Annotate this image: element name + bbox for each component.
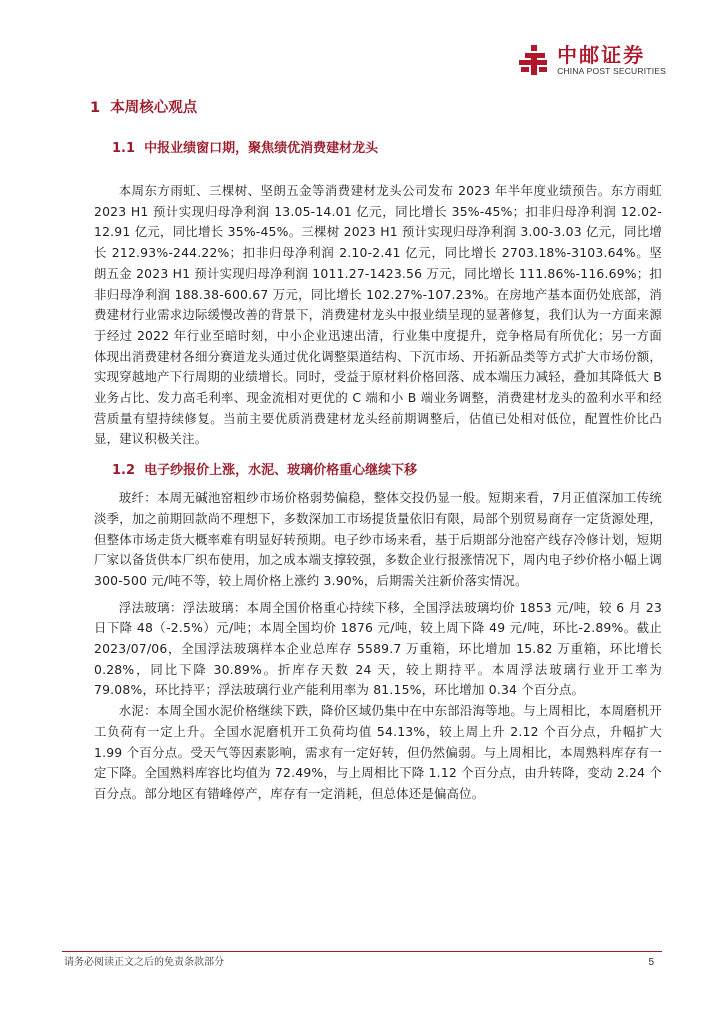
subsection-title: 电子纱报价上涨，水泥、玻璃价格重心继续下移	[144, 463, 418, 479]
logo-chinese-name: 中邮证券	[557, 43, 646, 67]
page-number: 5	[648, 957, 654, 968]
paragraph-float-glass: 浮法玻璃：浮法玻璃：本周全国价格重心持续下移，全国浮法玻璃均价 1853 元/吨，较 6 月 23 日下降 48（-2.5%）元/吨；本周全国均价 1876 元/吨，较上周下降 49 元/吨，环比-2.89%。截止 2023/07/06，全国浮法玻璃样本企业总库存 5589.7 万重箱，环比增加 15.82 万重箱，环比增长 0.28%，同比下降 30.89%。折库存天数 24 天，较上期持平。本周浮法玻璃行业开工率为 79.08%，环比持平；浮法玻璃行业产能利用率为 81.15%，环比增加 0.34 个百分点。	[94, 599, 662, 698]
logo-english-name: CHINA POST SECURITIES	[557, 66, 666, 76]
section-heading	[90, 98, 662, 118]
subsection-title: 中报业绩窗口期，聚焦绩优消费建材龙头	[144, 141, 379, 156]
subsection-heading	[90, 462, 662, 480]
subsection-heading	[90, 140, 662, 158]
subsection-number: 1.1	[112, 141, 136, 156]
paragraph-consumer-building-materials: 本周东方雨虹、三棵树、坚朗五金等消费建材龙头公司发布 2023 年半年度业绩预告。东方雨虹 2023 H1 预计实现归母净利润 13.05-14.01 亿元，同比增长 35%-45%；扣非归母净利润 12.02-12.91 亿元，同比增长 35%-45%。三棵树 2023 H1 预计实现归母净利润 3.00-3.03 亿元，同比增长 212.93%-244.22%；扣非归母净利润 2.10-2.41 亿元，同比增长 2703.18%-3103.64%。坚朗五金 2023 H1 预计实现归母净利润 1011.27-1423.56 万元，同比增长 111.86%-116.69%；扣非归母净利润 188.38-600.67 万元，同比增长 102.27%-107.23%。在房地产基本面仍处底部，消费建材行业需求边际缓慢改善的背景下，消费建材龙头中报业绩呈现的显著修复，我们认为一方面来源于经过 2022 年行业至暗时刻，中小企业迅速出清，行业集中度提升，竞争格局有所优化；另一方面体现出消费建材各细分赛道龙头通过优化调整渠道结构、下沉市场、开拓新品类等方式扩大市场份额，实现穿越地产下行周期的业绩增长。同时，受益于原材料价格回落、成本端压力减轻，叠加其降低大 B 业务占比、发力高毛利率、现金流相对更优的 C 端和小 B 端业务调整，消费建材龙头的盈利水平和经营质量有望持续修复。当前主要优质消费建材龙头经前期调整后，估值已处相对低位，配置性价比凸显，建议积极关注。	[94, 183, 662, 447]
footer-disclaimer: 请务必阅读正文之后的免责条款部分	[64, 957, 224, 968]
section-number: 1	[90, 100, 101, 116]
company-logo	[517, 44, 666, 76]
section-title: 本周核心观点	[110, 100, 198, 116]
report-body	[90, 98, 662, 805]
subsection-number: 1.2	[112, 463, 136, 479]
china-post-logo-icon	[517, 45, 551, 75]
footer-divider	[62, 951, 662, 952]
paragraph-cement: 水泥：本周全国水泥价格继续下跌，降价区域仍集中在中东部沿海等地。与上周相比，本周磨机开工负荷有一定上升。全国水泥磨机开工负荷均值 54.13%，较上周上升 2.12 个百分点，升幅扩大 1.99 个百分点。受天气等因素影响，需求有一定好转，但仍然偏弱。与上周相比，本周熟料库存有一定下降。全国熟料库容比均值为 72.49%，与上周相比下降 1.12 个百分点，由升转降，变动 2.24 个百分点。部分地区有错峰停产，库存有一定消耗，但总体还是偏高位。	[94, 703, 662, 801]
paragraph-glass-fiber: 玻纤：本周无碱池窑粗纱市场价格弱势偏稳，整体交投仍显一般。短期来看，7月正值深加工传统淡季，加之前期回款尚不理想下，多数深加工市场提货量依旧有限，局部个别贸易商存一定货源处理，但整体市场走货大概率难有明显好转预期。电子纱市场来看，基于后期部分池窑产线存冷修计划，短期厂家以备货供本厂织布使用，加之成本端支撑较强，多数企业行报涨情况下，周内电子纱价格小幅上调 300-500 元/吨不等，较上周价格上涨约 3.90%，后期需关注新价落实情况。	[94, 490, 662, 588]
